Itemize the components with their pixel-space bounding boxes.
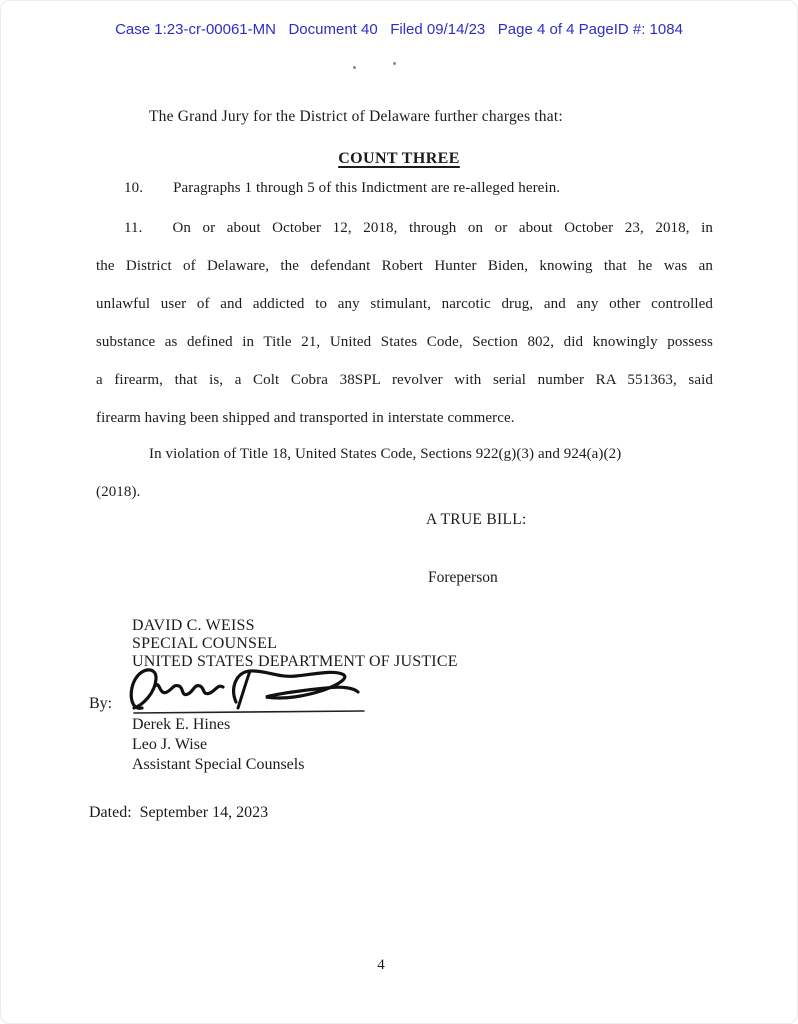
paragraph-11	[96, 209, 713, 437]
signature-icon	[126, 664, 378, 722]
paragraph-11-line: firearm having been shipped and transported in interstate commerce.	[96, 410, 515, 426]
by-label: By:	[89, 695, 113, 712]
violation-paragraph	[96, 435, 716, 511]
scan-speck	[353, 66, 356, 69]
scan-speck	[393, 62, 396, 65]
paragraph-10-number: 10.	[124, 180, 144, 196]
signer-name: Leo J. Wise	[132, 736, 208, 753]
signer-title: Assistant Special Counsels	[132, 756, 305, 773]
counsel-block	[132, 617, 458, 671]
counsel-name: DAVID C. WEISS	[132, 617, 255, 634]
paragraph-10-text: Paragraphs 1 through 5 of this Indictment are re-alleged herein.	[173, 180, 561, 196]
foreperson-label: Foreperson	[428, 569, 498, 586]
violation-line: (2018).	[96, 484, 141, 500]
paragraph-11-line: substance as defined in Title 21, United States Code, Section 802, did knowingly possess	[96, 334, 713, 350]
case-filing-header: Case 1:23-cr-00061-MN Document 40 Filed 09/14/23 Page 4 of 4 PageID #: 1084	[115, 21, 683, 38]
page-number: 4	[377, 957, 385, 973]
paragraph-11-number: 11.	[124, 220, 143, 236]
violation-line: In violation of Title 18, United States Code, Sections 922(g)(3) and 924(a)(2)	[149, 446, 622, 462]
paragraph-11-line	[96, 209, 713, 247]
paragraph-10	[96, 180, 716, 197]
paragraph-11-line: a firearm, that is, a Colt Cobra 38SPL revolver with serial number RA 551363, said	[96, 372, 713, 388]
signer-name: Derek E. Hines	[132, 716, 231, 733]
dated-line: Dated: September 14, 2023	[89, 804, 269, 821]
signature-handwriting	[126, 664, 378, 722]
paragraph-11-line: the District of Delaware, the defendant Robert Hunter Biden, knowing that he was an	[96, 258, 713, 274]
counsel-title: SPECIAL COUNSEL	[132, 635, 278, 652]
counsel-department: UNITED STATES DEPARTMENT OF JUSTICE	[132, 653, 458, 670]
intro-paragraph: The Grand Jury for the District of Delaware further charges that:	[149, 108, 563, 125]
count-three-heading: COUNT THREE	[338, 150, 460, 167]
signers-block	[132, 715, 304, 775]
paragraph-11-line: unlawful user of and addicted to any stimulant, narcotic drug, and any other controlled	[96, 296, 713, 312]
paragraph-11-text: On or about October 12, 2018, through on or about October 23, 2018, in	[172, 220, 713, 236]
true-bill-label: A TRUE BILL:	[426, 511, 527, 528]
